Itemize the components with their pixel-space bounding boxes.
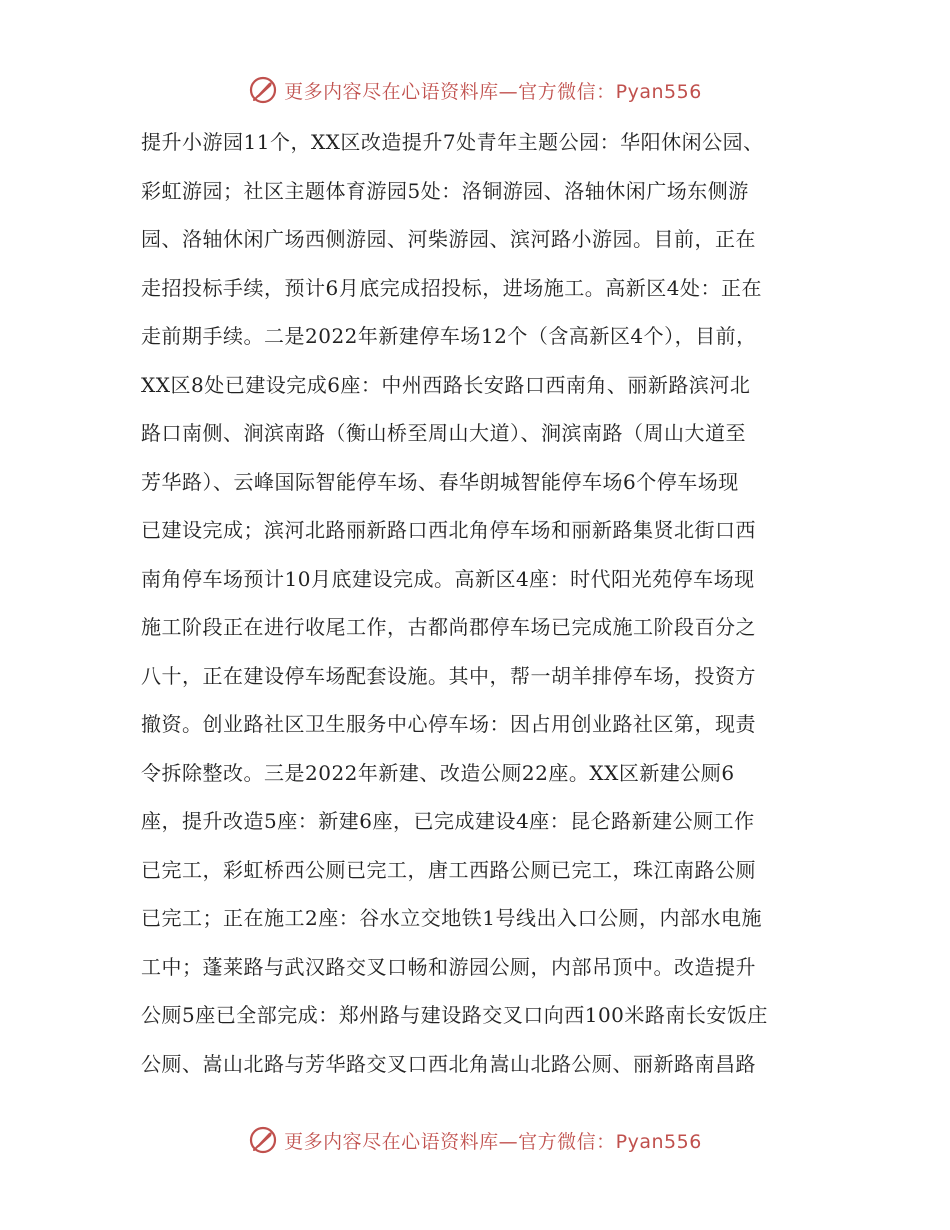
text-line: 提升小游园11个，XX区改造提升7处青年主题公园：华阳休闲公园、 — [141, 130, 764, 154]
text-line: 公厕5座已全部完成：郑州路与建设路交叉口向西100米路南长安饭庄 — [141, 1003, 768, 1027]
quill-logo-icon — [248, 1125, 278, 1155]
header-banner — [0, 70, 950, 110]
text-line: 施工阶段正在进行收尾工作，古都尚郡停车场已完成施工阶段百分之 — [141, 615, 756, 639]
text-line: 工中；蓬莱路与武汉路交叉口畅和游园公厕，内部吊顶中。改造提升 — [141, 954, 756, 979]
text-line: 路口南侧、涧滨南路（衡山桥至周山大道）、涧滨南路（周山大道至 — [141, 421, 746, 445]
text-line: 彩虹游园；社区主题体育游园5处：洛铜游园、洛轴休闲广场东侧游 — [141, 178, 749, 203]
footer-banner — [0, 1120, 950, 1160]
text-line: 令拆除整改。三是2022年新建、改造公厕22座。XX区新建公厕6 — [141, 760, 735, 785]
quill-logo-icon — [248, 75, 278, 105]
text-line: 走招投标手续，预计6月底完成招投标，进场施工。高新区4处：正在 — [141, 275, 762, 300]
text-line: 公厕、嵩山北路与芳华路交叉口西北角嵩山北路公厕、丽新路南昌路 — [141, 1051, 756, 1076]
text-line: 走前期手续。二是2022年新建停车场12个（含高新区4个），目前， — [141, 324, 757, 348]
document-body — [141, 118, 813, 1088]
text-line: 已完工；正在施工2座：谷水立交地铁1号线出入口公厕，内部水电施 — [141, 906, 762, 930]
header-banner-text: 更多内容尽在心语资料库—官方微信：Pyan556 — [284, 80, 702, 103]
text-line: 座，提升改造5座：新建6座，已完成建设4座：昆仑路新建公厕工作 — [141, 809, 755, 833]
text-line: 撤资。创业路社区卫生服务中心停车场：因占用创业路社区第，现责 — [141, 712, 756, 736]
text-line: 已完工，彩虹桥西公厕已完工，唐工西路公厕已完工，珠江南路公厕 — [141, 857, 756, 882]
text-line: 已建设完成；滨河北路丽新路口西北角停车场和丽新路集贤北街口西 — [141, 518, 756, 542]
text-line: XX区8处已建设完成6座：中州西路长安路口西南角、丽新路滨河北 — [141, 372, 751, 397]
text-line: 南角停车场预计10月底建设完成。高新区4座：时代阳光苑停车场现 — [141, 566, 755, 591]
text-line: 芳华路）、云峰国际智能停车场、春华朗城智能停车场6个停车场现 — [141, 469, 739, 494]
text-line: 八十，正在建设停车场配套设施。其中，帮一胡羊排停车场，投资方 — [141, 663, 756, 688]
footer-banner-text: 更多内容尽在心语资料库—官方微信：Pyan556 — [284, 1130, 702, 1153]
text-line: 园、洛轴休闲广场西侧游园、河柴游园、滨河路小游园。目前，正在 — [141, 227, 756, 251]
